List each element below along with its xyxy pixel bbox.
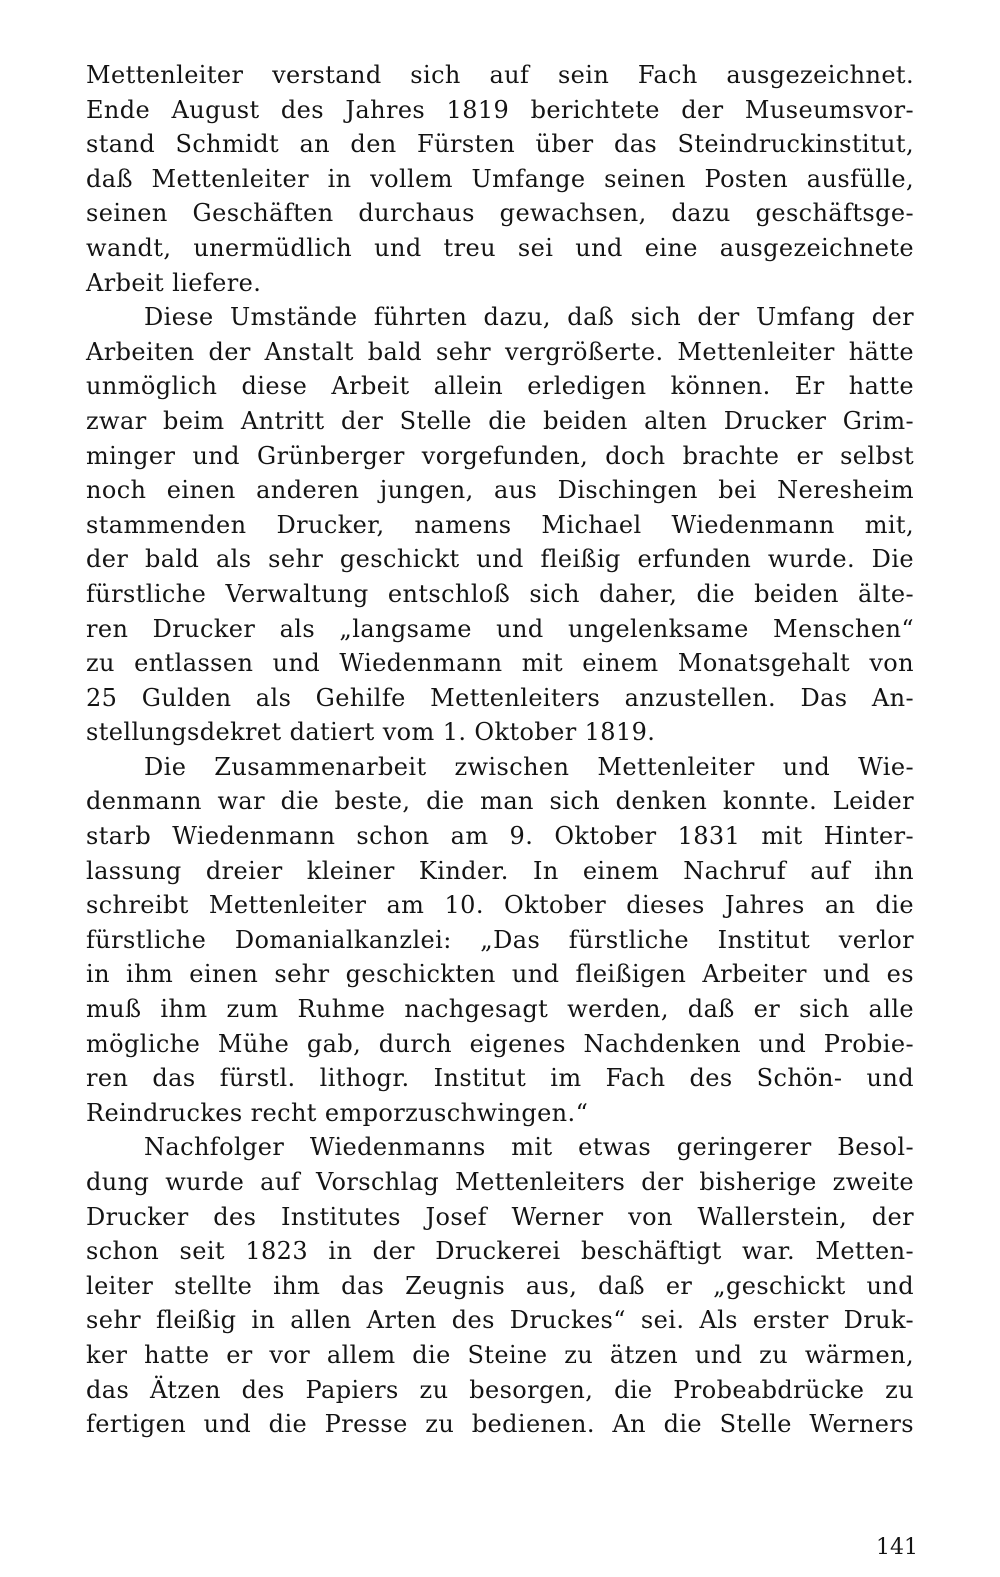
text-line: noch einen anderen jungen, aus Dischingen bei Neresheim xyxy=(86,476,914,505)
text-line: Arbeiten der Anstalt bald sehr vergrößerte. Mettenleiter hätte xyxy=(86,337,914,366)
text-line: denmann war die beste, die man sich denken konnte. Leider xyxy=(86,787,914,816)
text-line: fürstliche Verwaltung entschloß sich daher, die beiden älte- xyxy=(86,579,914,608)
text-line: wandt, unermüdlich und treu sei und eine ausgezeichnete xyxy=(86,233,914,262)
text-line: der bald als sehr geschickt und fleißig erfunden wurde. Die xyxy=(86,545,914,574)
text-line: fürstliche Domanialkanzlei: „Das fürstliche Institut verlor xyxy=(86,925,914,954)
text-line: sehr fleißig in allen Arten des Druckes“ sei. Als erster Druk- xyxy=(86,1306,914,1335)
text-line: ren das fürstl. lithogr. Institut im Fach des Schön- und xyxy=(86,1064,914,1093)
text-line: stellungsdekret datiert vom 1. Oktober 1819. xyxy=(86,718,656,747)
text-line: ren Drucker als „langsame und ungelenksame Menschen“ xyxy=(86,614,914,643)
text-line: Mettenleiter verstand sich auf sein Fach ausgezeichnet. xyxy=(86,61,914,89)
text-line: schon seit 1823 in der Druckerei beschäftigt war. Metten- xyxy=(86,1237,914,1266)
text-line: lassung dreier kleiner Kinder. In einem Nachruf auf ihn xyxy=(86,856,914,885)
text-line: Nachfolger Wiedenmanns mit etwas geringerer Besol- xyxy=(144,1133,914,1162)
text-line: in ihm einen sehr geschickten und fleißigen Arbeiter und es xyxy=(86,960,914,989)
paragraph xyxy=(86,300,914,750)
text-line: ker hatte er vor allem die Steine zu ätzen und zu wärmen, xyxy=(86,1340,914,1369)
paragraph xyxy=(86,750,914,1131)
text-line: das Ätzen des Papiers zu besorgen, die Probeabdrücke zu xyxy=(86,1375,914,1404)
text-line: leiter stellte ihm das Zeugnis aus, daß er „geschickt und xyxy=(86,1271,914,1300)
text-line: minger und Grünberger vorgefunden, doch brachte er selbst xyxy=(86,441,914,470)
text-line: zwar beim Antritt der Stelle die beiden alten Drucker Grim- xyxy=(86,406,914,435)
text-line: dung wurde auf Vorschlag Mettenleiters der bisherige zweite xyxy=(86,1168,914,1196)
text-line: muß ihm zum Ruhme nachgesagt werden, daß er sich alle xyxy=(86,995,914,1024)
text-line: starb Wiedenmann schon am 9. Oktober 1831 mit Hinter- xyxy=(86,822,914,851)
text-line: Ende August des Jahres 1819 berichtete der Museumsvor- xyxy=(86,95,914,124)
text-line: stand Schmidt an den Fürsten über das Steindruckinstitut, xyxy=(86,130,914,159)
text-line: 25 Gulden als Gehilfe Mettenleiters anzustellen. Das An- xyxy=(86,683,914,712)
text-line: seinen Geschäften durchaus gewachsen, dazu geschäftsge- xyxy=(86,199,914,228)
text-line: schreibt Mettenleiter am 10. Oktober dieses Jahres an die xyxy=(86,891,914,920)
text-line: Diese Umstände führten dazu, daß sich der Umfang der xyxy=(144,303,914,332)
text-line: Reindruckes recht emporzuschwingen.“ xyxy=(86,1098,589,1127)
text-line: daß Mettenleiter in vollem Umfange seinen Posten ausfülle, xyxy=(86,164,914,193)
text-line: Arbeit liefere. xyxy=(86,268,262,297)
page-number: 141 xyxy=(876,1535,918,1560)
text-line: zu entlassen und Wiedenmann mit einem Monatsgehalt von xyxy=(86,649,914,678)
text-line: Die Zusammenarbeit zwischen Mettenleiter und Wie- xyxy=(144,752,914,781)
text-line: mögliche Mühe gab, durch eigenes Nachdenken und Probie- xyxy=(86,1029,914,1058)
body-text xyxy=(86,58,914,1442)
paragraph xyxy=(86,58,914,300)
text-line: Drucker des Institutes Josef Werner von Wallerstein, der xyxy=(86,1202,914,1231)
text-line: unmöglich diese Arbeit allein erledigen können. Er hatte xyxy=(86,372,914,401)
text-line: stammenden Drucker, namens Michael Wiedenmann mit, xyxy=(86,510,914,539)
text-line: fertigen und die Presse zu bedienen. An die Stelle Werners xyxy=(86,1410,914,1439)
paragraph xyxy=(86,1130,914,1441)
